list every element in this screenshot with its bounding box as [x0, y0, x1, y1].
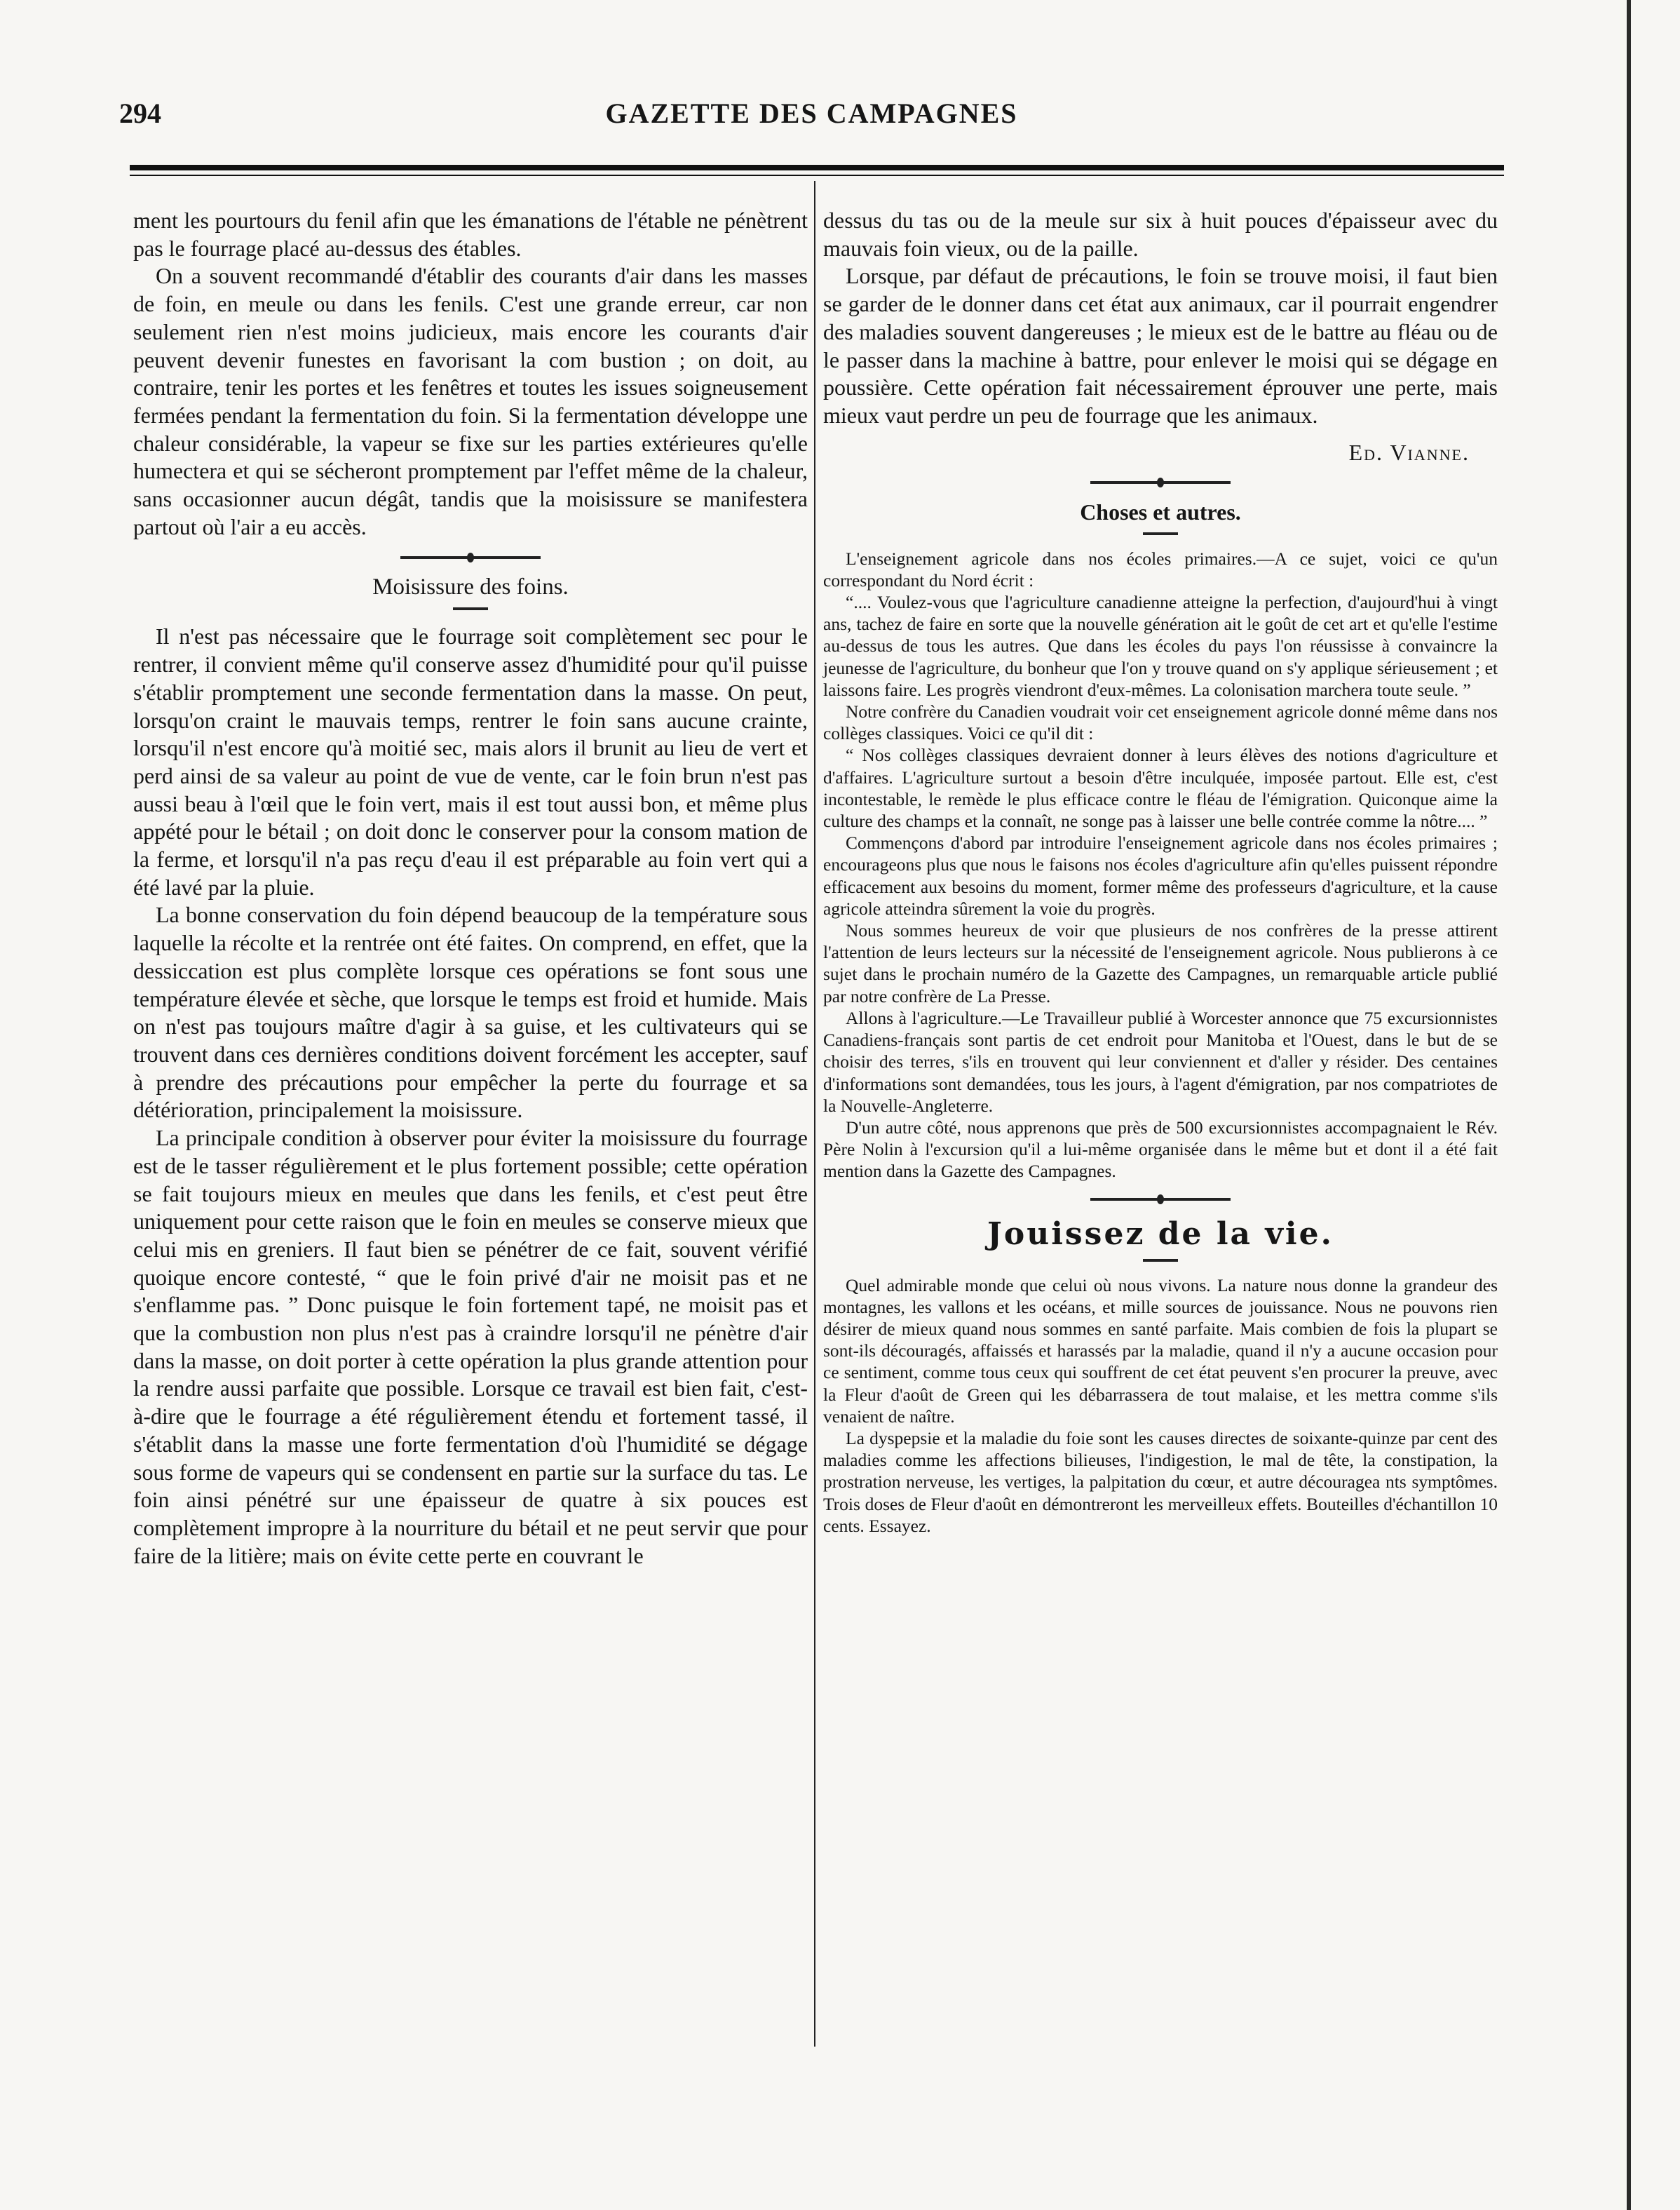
left-column — [133, 207, 808, 1570]
section-separator — [400, 556, 541, 559]
paragraph: dessus du tas ou de la meule sur six à huit pouces d'épaisseur avec du mauvais foin vieux, ou de la paille. — [823, 208, 1498, 261]
header-rule-thick — [130, 165, 1504, 170]
section-title-jouissez: Jouissez de la vie. — [987, 1215, 1334, 1252]
paragraph: Quel admirable monde que celui où nous vivons. La nature nous donne la grandeur des montagnes, les vallons et les océans, et mille sources de jouissance. Nous ne pouvons rien désirer de mieux quand nous sommes en santé parfaite. Mais combien de fois la plupart se sont-ils découragés, affaissés et harassés par la maladie, quand il n'y a aucune occasion pour ce sentiment, comme tous ceux qui souffrent de cet état peuvent s'en procurer la preuve, avec la Fleur d'août de Green qui les débarrassera de tout malaise, et les mettra comme s'ils venaient de naître. — [823, 1274, 1498, 1427]
section-separator — [1090, 481, 1231, 484]
paragraph: La dyspepsie et la maladie du foie sont les causes directes de soixante-quinze par cent des maladies comme les affections bilieuses, l'indigestion, le mal de tête, la constipation, la prostration nerveuse, les vertiges, la palpitation du cœur, et autre découragea nts symptômes. Trois doses de Fleur d'août en démontreront les merveilleux effets. Bouteilles d'échantillon 10 cents. Essayez. — [823, 1427, 1498, 1536]
paragraph: Commençons d'abord par introduire l'enseignement agricole dans nos écoles primaires ; encourageons plus que nous le faisons nos écoles d'agriculture afin qu'elles puissent répondre efficacement aux besoins du moment, former même des professeurs d'agriculture, et la cause agricole atteindra sûrement la voie du progrès. — [823, 833, 1498, 919]
paragraph: L'enseignement agricole dans nos écoles primaires.—A ce sujet, voici ce qu'un correspondant du Nord écrit : — [823, 548, 1498, 591]
paragraph: On a souvent recommandé d'établir des courants d'air dans les masses de foin, en meule ou dans les fenils. C'est une grande erreur, car non seulement rien n'est moins judicieux, mais encore les courants d'air peuvent devenir funestes en favorisant la com bustion ; on doit, au contraire, tenir les portes et les fenêtres et toutes les issues soigneusement fermées pendant la fermentation du foin. Si la fermentation développe une chaleur considérable, la vapeur se fixe sur les parties extérieures qu'elle humectera et qui se sécheront promptement par l'effet même de la chaleur, sans occasionner aucun dégât, tandis que la moisissure se manifestera partout où l'air a eu accès. — [133, 263, 808, 539]
journal-title: GAZETTE DES CAMPAGNES — [605, 97, 1018, 129]
paragraph: D'un autre côté, nous apprenons que près de 500 excursionnistes accompagnaient le Rév. Père Nolin à l'excursion qu'il a lui-même organisée dans le même but et dont il a été fait mention dans la Gazette des Campagnes. — [823, 1117, 1498, 1182]
paragraph: La bonne conservation du foin dépend beaucoup de la température sous laquelle la récolte et la rentrée ont été faites. On comprend, en effet, que la dessiccation est plus complète lorsque ces opérations se font sous une température élevée et sèche, que lorsque le temps est froid et humide. Mais on n'est pas toujours maître d'agir à sa guise, et les cultivateurs qui se trouvent dans ces dernières conditions doivent forcément les accepter, sauf à prendre des précautions pour empêcher la perte du fourrage et sa détérioration, principalement la moisissure. — [133, 902, 808, 1123]
author-signature: Ed. Vianne. — [1348, 439, 1470, 465]
binding-edge — [1627, 0, 1631, 2210]
paragraph: Lorsque, par défaut de précautions, le foin se trouve moisi, il faut bien se garder de le donner dans cet état aux animaux, car il pourrait engendrer des maladies souvent dangereuses ; le mieux est de le battre au fléau ou de le passer dans la machine à battre, pour enlever le moisi qui se dégage en poussière. Cette opération fait nécessairement éprouver une perte, mais mieux vaut perdre un peu de fourrage que les animaux. — [823, 263, 1498, 428]
paragraph: La principale condition à observer pour éviter la moisissure du fourrage est de le tasser régulièrement et le plus fortement possible; cette opération se fait toujours mieux en meules que dans les fenils, et c'est peut être uniquement pour cette raison que le foin en meules se conserve mieux que celui mis en greniers. Il faut bien se pénétrer de ce fait, souvent vérifié quoique encore contesté, “ que le foin privé d'air ne moisit pas et ne s'enflamme pas. ” Donc puisque le foin fortement tapé, ne moisit pas et que la combustion non plus n'est pas à craindre lorsqu'il ne pénètre d'air dans la masse, on doit porter à cette opération la plus grande attention pour la rendre aussi parfaite que possible. Lorsque ce travail est bien fait, c'est-à-dire que le fourrage a été régulièrement étendu et fortement tassé, il s'établit dans la masse une forte fermentation d'où l'humidité se dégage sous forme de vapeurs qui se condensent en partie sur la surface du tas. Le foin ainsi pénétré sur une épaisseur de quatre à six pouces est complètement impropre à la nourriture du bétail et ne peut servir que pour faire de la litière; mais on évite cette perte en couvrant le — [133, 1125, 808, 1568]
column-divider — [814, 181, 815, 2047]
right-column — [823, 207, 1498, 1537]
page-header — [119, 97, 1504, 132]
section-separator — [1090, 1198, 1231, 1201]
section-title-moisissure: Moisissure des foins. — [372, 574, 569, 600]
paragraph: ment les pourtours du fenil afin que les émanations de l'étable ne pénètrent pas le fourrage placé au-dessus des étables. — [133, 208, 808, 261]
paragraph: Notre confrère du Canadien voudrait voir cet enseignement agricole donné même dans nos collèges classiques. Voici ce qu'il dit : — [823, 701, 1498, 744]
paragraph: Allons à l'agriculture.—Le Travailleur publié à Worcester annonce que 75 excursionnistes Canadiens-français sont partis de cet endroit pour Manitoba et l'Ouest, dans le but de se choisir des terres, s'ils en trouvent qui leur conviennent et d'aller y résider. Des centaines d'informations sont demandées, tous les jours, à l'agent d'émigration, par nos compatriotes de la Nouvelle-Angleterre. — [823, 1007, 1498, 1116]
title-dash — [1143, 1259, 1178, 1262]
title-dash — [453, 607, 488, 610]
paragraph: “ Nos collèges classiques devraient donner à leurs élèves des notions d'agriculture et d'affaires. L'agriculture surtout a besoin d'être inculquée, imposée partout. Elle est, c'est incontestable, le remède le plus efficace contre le fléau de l'émigration. Quiconque aime la culture des champs et la connaît, ne songe pas à laisser une belle contrée comme la nôtre.... ” — [823, 745, 1498, 832]
header-rule-thin — [130, 175, 1504, 176]
paragraph: Il n'est pas nécessaire que le fourrage soit complètement sec pour le rentrer, il convient même qu'il conserve assez d'humidité pour qu'il puisse s'établir promptement une seconde fermentation dans la masse. On peut, lorsqu'on craint le mauvais temps, rentrer le foin sans aucune crainte, lorsqu'il n'est encore qu'à moitié sec, mais alors il brunit au lieu de vert et perd ainsi de sa valeur au point de vue de vente, car le foin brun n'est pas aussi beau à l'œil que le foin vert, mais il est tout aussi bon, et même plus appété pour le bétail ; on doit donc le conserver pour la consom mation de la ferme, et lorsqu'il n'a pas reçu d'eau il est préparable au foin vert qui a été lavé par la pluie. — [133, 624, 808, 900]
section-title-choses: Choses et autres. — [1080, 499, 1241, 525]
title-dash — [1143, 532, 1178, 535]
page-number: 294 — [119, 97, 161, 129]
paragraph: “.... Voulez-vous que l'agriculture canadienne atteigne la perfection, d'aujourd'hui à vingt ans, tachez de faire en sorte que la nouvelle génération ait le goût de cet art et qu'elle l'estime au-dessus de tous les autres. Que dans les écoles du pays l'on réussisse à convaincre la jeunesse de l'agriculture, du bonheur que l'on y trouve quand on s'y applique sérieusement ; et laissons faire. Les progrès viendront d'eux-mêmes. La colonisation marchera toute seule. ” — [823, 592, 1498, 700]
paragraph: Nous sommes heureux de voir que plusieurs de nos confrères de la presse attirent l'attention de leurs lecteurs sur la nécessité de l'enseignement agricole. Nous publierons à ce sujet dans le prochain numéro de la Gazette des Campagnes, un remarquable article publié par notre confrère de La Presse. — [823, 920, 1498, 1006]
